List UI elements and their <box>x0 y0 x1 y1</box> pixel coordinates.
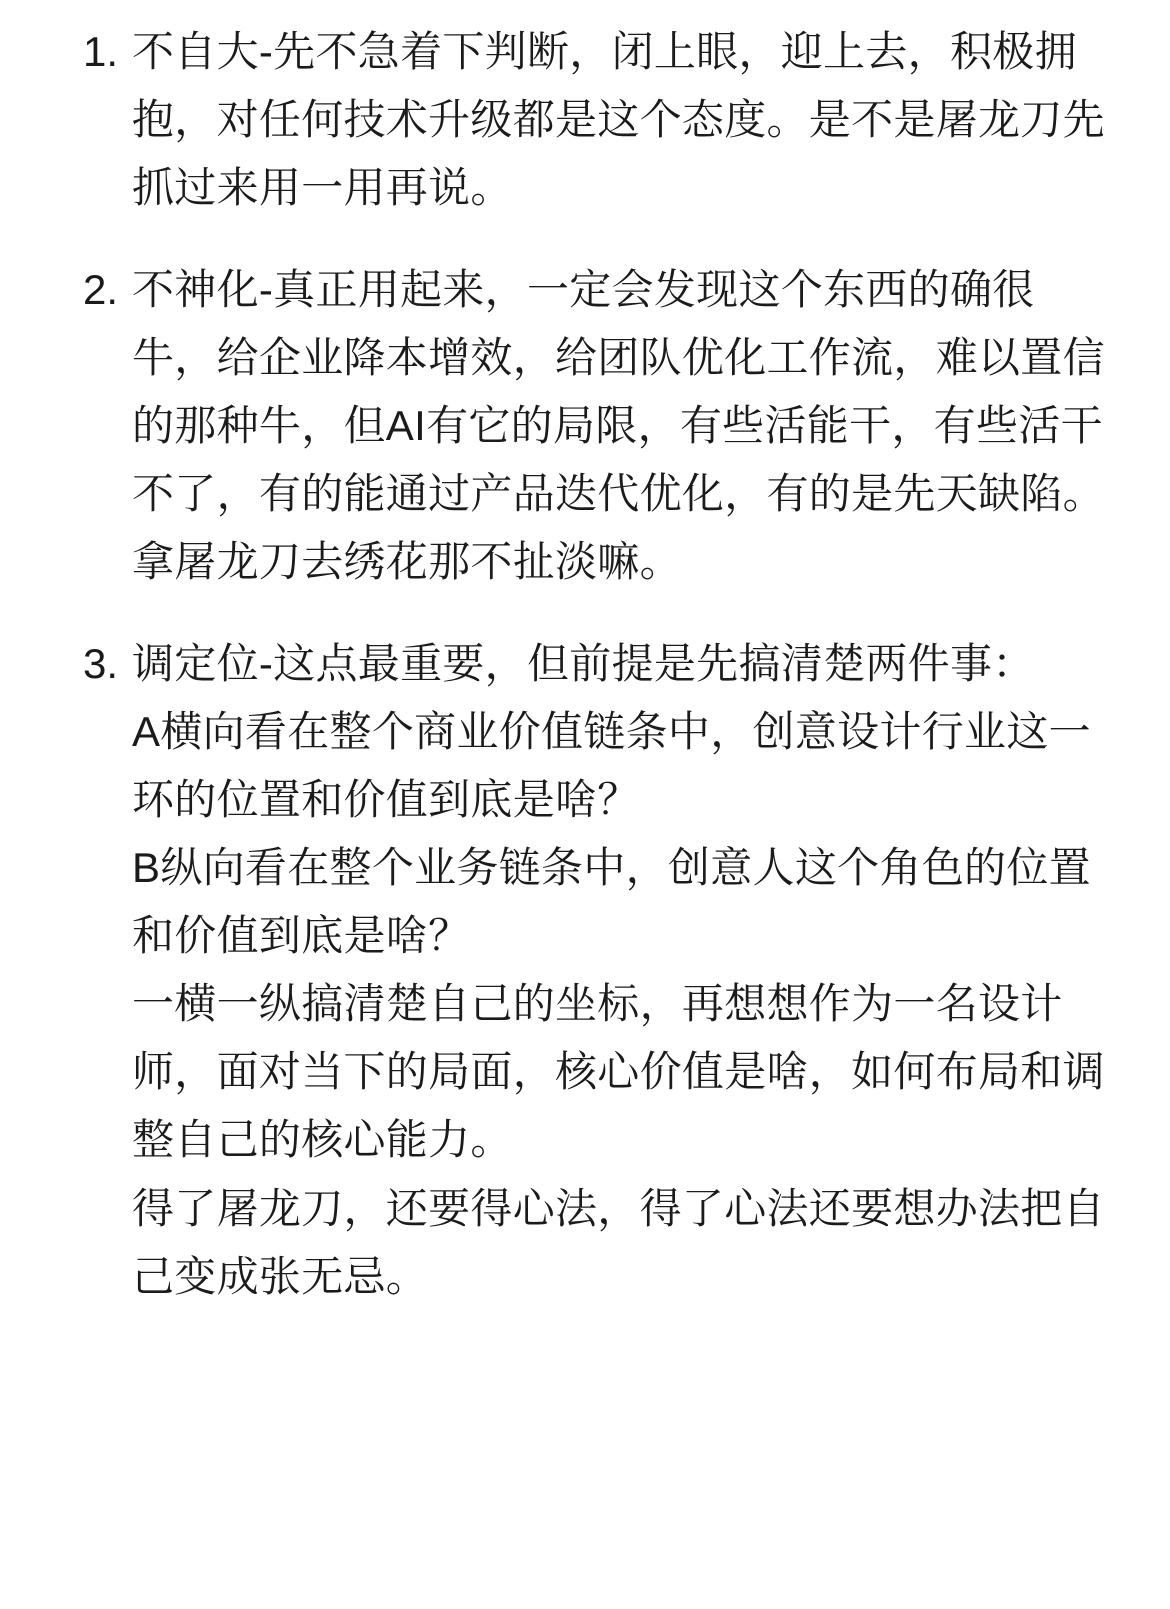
list-item <box>60 256 1110 596</box>
numbered-list <box>60 18 1110 1311</box>
list-item-paragraph: 不自大-先不急着下判断，闭上眼，迎上去，积极拥抱，对任何技术升级都是这个态度。是不是屠龙刀先抓过来用一用再说。 <box>132 28 1105 212</box>
list-item-paragraph: 调定位-这点最重要，但前提是先搞清楚两件事： <box>132 640 1035 688</box>
list-item-body <box>132 256 1110 596</box>
list-item-paragraph: 不神化-真正用起来，一定会发现这个东西的确很牛，给企业降本增效，给团队优化工作流，难以置信的那种牛，但AI有它的局限，有些活能干，有些活干不了，有的能通过产品迭代优化，有的是先天缺陷。拿屠龙刀去绣花那不扯淡嘛。 <box>132 266 1105 586</box>
list-item <box>60 630 1110 1310</box>
list-item <box>60 18 1110 222</box>
list-item-paragraph: 一横一纵搞清楚自己的坐标，再想想作为一名设计师，面对当下的局面，核心价值是啥，如何布局和调整自己的核心能力。 <box>132 980 1105 1164</box>
list-item-paragraph: B纵向看在整个业务链条中，创意人这个角色的位置和价值到底是啥？ <box>132 844 1091 960</box>
list-item-marker: 2. <box>82 266 118 314</box>
list-item-paragraph: A横向看在整个商业价值链条中，创意设计行业这一环的位置和价值到底是啥？ <box>132 708 1091 824</box>
list-item-marker: 1. <box>82 28 118 75</box>
list-item-paragraph: 得了屠龙刀，还要得心法，得了心法还要想办法把自己变成张无忌。 <box>132 1184 1105 1300</box>
list-item-body <box>132 18 1110 222</box>
list-item-body <box>132 630 1110 1310</box>
list-item-marker: 3. <box>82 640 118 688</box>
